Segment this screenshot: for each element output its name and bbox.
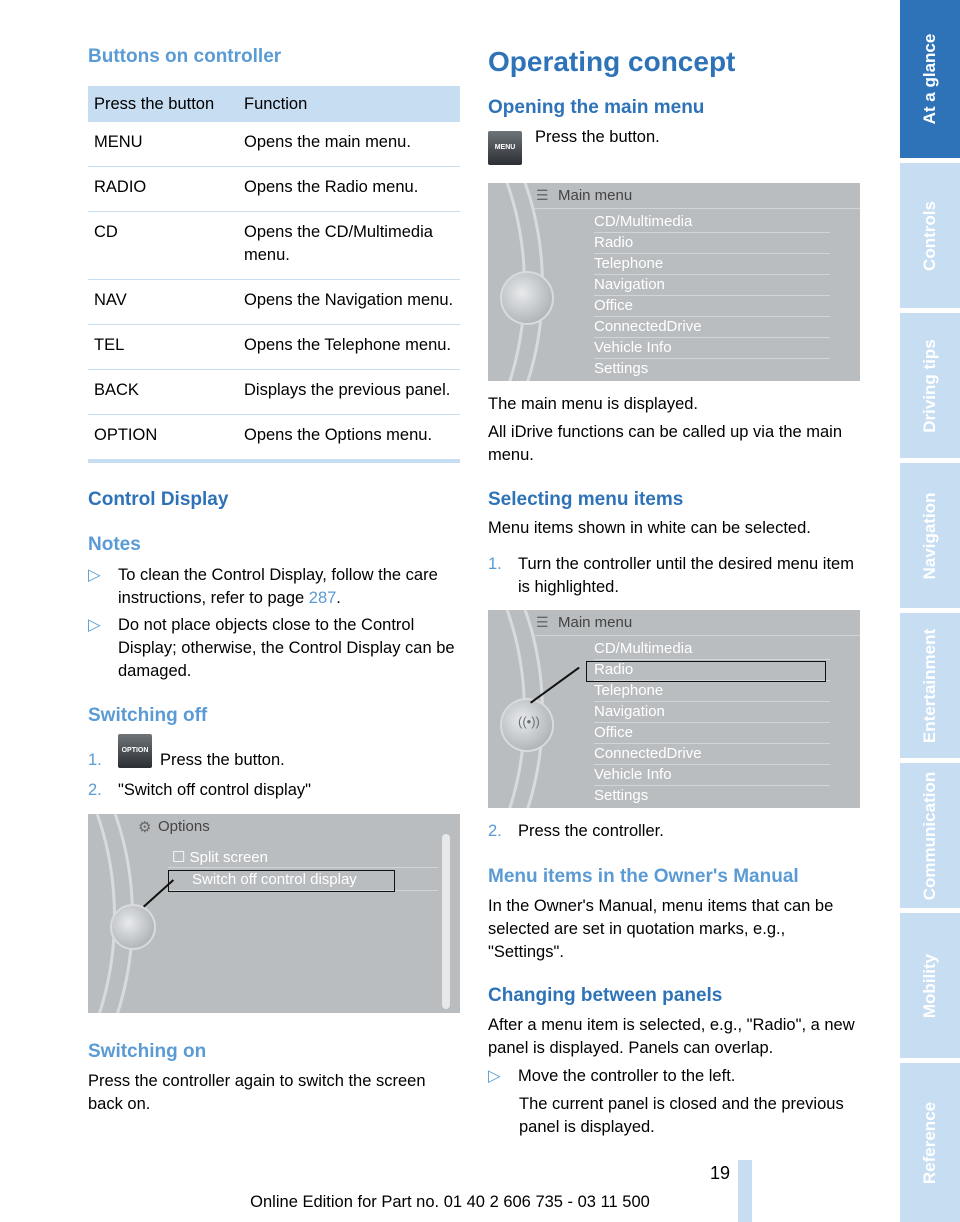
table-cell: CD: [88, 212, 238, 280]
rotate-indicator-icon: ((•)): [518, 714, 540, 729]
menu-item: Vehicle Info: [594, 766, 830, 786]
bullet-subtext: The current panel is closed and the previous panel is displayed.: [519, 1095, 844, 1136]
menu-item: Settings: [594, 787, 649, 804]
menu-button-icon: MENU: [488, 131, 522, 165]
note-item: [88, 614, 462, 683]
tab-controls[interactable]: Controls: [900, 163, 960, 308]
pointer-line: [143, 879, 174, 907]
table-header-button: Press the button: [88, 86, 238, 122]
controller-knob-icon: [110, 904, 156, 950]
note-text: Do not place objects close to the Control Display; otherwise, the Control Display can be damaged.: [118, 616, 455, 680]
switching-on-text: Press the controller again to switch the screen back on.: [88, 1072, 426, 1113]
press-button-text: Press the button.: [535, 128, 660, 146]
table-cell: Opens the Telephone menu.: [238, 325, 460, 370]
table-cell: NAV: [88, 280, 238, 325]
menu-list-icon: ☰: [536, 614, 549, 630]
table-row: [88, 325, 460, 370]
table-cell: Opens the Options menu.: [238, 415, 460, 462]
tab-navigation[interactable]: Navigation: [900, 463, 960, 608]
manual-text: In the Owner's Manual, menu items that can be selected are set in quotation marks, e.g., "Settings".: [488, 897, 834, 961]
table-cell: BACK: [88, 370, 238, 415]
triangle-bullet-icon: ▷: [88, 616, 101, 634]
scroll-indicator: [442, 834, 450, 1009]
manual-heading: Menu items in the Owner's Manual: [488, 866, 799, 887]
triangle-bullet-icon: ▷: [88, 566, 101, 584]
options-screen: [88, 814, 460, 1013]
buttons-table: [88, 86, 460, 463]
table-row: [88, 280, 460, 325]
main-menu-title: Main menu: [558, 614, 633, 631]
table-cell: MENU: [88, 122, 238, 167]
menu-item: Navigation: [594, 276, 830, 296]
menu-item: CD/Multimedia: [594, 640, 830, 660]
step-item: [488, 820, 664, 843]
selecting-heading: Selecting menu items: [488, 489, 684, 510]
menu-item: Navigation: [594, 703, 830, 723]
main-menu-title: Main menu: [558, 187, 633, 204]
table-header-function: Function: [238, 86, 460, 122]
tab-mobility[interactable]: Mobility: [900, 913, 960, 1058]
table-cell: RADIO: [88, 167, 238, 212]
menu-item: Radio: [594, 234, 830, 254]
footer-text: Online Edition for Part no. 01 40 2 606 735 - 03 11 500: [250, 1193, 650, 1211]
main-menu-screen-highlighted: [488, 610, 860, 808]
switching-off-heading: Switching off: [88, 705, 208, 726]
option-item: ☐ Split screen: [168, 848, 438, 868]
selecting-text: Menu items shown in white can be selected.: [488, 519, 811, 537]
menu-item: Radio: [594, 661, 830, 681]
menu-item: CD/Multimedia: [594, 213, 830, 233]
note-item: [88, 564, 462, 610]
step-item: [488, 553, 862, 599]
bullet-text: Move the controller to the left.: [518, 1067, 736, 1085]
tab-reference[interactable]: Reference: [900, 1063, 960, 1222]
menu-item: Office: [594, 724, 830, 744]
table-cell: TEL: [88, 325, 238, 370]
all-functions-text: All iDrive functions can be called up via the main menu.: [488, 423, 843, 464]
page-marker: [738, 1160, 752, 1222]
option-item: Switch off control display: [168, 871, 438, 891]
tab-at-a-glance[interactable]: At a glance: [900, 0, 960, 158]
chapter-tabs: [900, 0, 960, 1222]
table-row: [88, 212, 460, 280]
main-menu-screen: [488, 183, 860, 381]
changing-text: After a menu item is selected, e.g., "Radio", a new panel is displayed. Panels can overlap.: [488, 1016, 855, 1057]
notes-heading: Notes: [88, 534, 141, 555]
highlight-box: [168, 870, 395, 892]
menu-item: Office: [594, 297, 830, 317]
opening-heading: Opening the main menu: [488, 97, 705, 118]
table-cell: Opens the main menu.: [238, 122, 460, 167]
displayed-text: The main menu is displayed.: [488, 395, 699, 413]
table-cell: Opens the Radio menu.: [238, 167, 460, 212]
menu-item: ConnectedDrive: [594, 318, 830, 338]
option-button-icon: OPTION: [118, 734, 152, 768]
page-number: 19: [709, 1163, 730, 1183]
step-text: Turn the controller until the desired menu item is highlighted.: [518, 555, 854, 596]
step-number: 1.: [88, 751, 102, 769]
menu-item: Telephone: [594, 255, 830, 275]
menu-item: Vehicle Info: [594, 339, 830, 359]
step-item: [88, 779, 311, 802]
step-number: 1.: [488, 555, 502, 573]
step-text: Press the button.: [160, 751, 285, 769]
step-text: "Switch off control display": [118, 781, 311, 799]
menu-list-icon: ☰: [536, 187, 549, 203]
table-cell: Displays the previous panel.: [238, 370, 460, 415]
control-display-heading: Control Display: [88, 489, 229, 510]
table-cell: Opens the Navigation menu.: [238, 280, 460, 325]
table-cell: Opens the CD/Multimedia menu.: [238, 212, 460, 280]
tab-communication[interactable]: Communication: [900, 763, 960, 908]
table-row: [88, 167, 460, 212]
controller-knob-icon: [500, 271, 554, 325]
options-title: Options: [158, 818, 210, 835]
menu-item: Telephone: [594, 682, 830, 702]
buttons-heading: Buttons on controller: [88, 46, 282, 67]
step-number: 2.: [488, 822, 502, 840]
table-row: [88, 370, 460, 415]
menu-item: ConnectedDrive: [594, 745, 830, 765]
switching-on-heading: Switching on: [88, 1041, 207, 1062]
table-row: [88, 122, 460, 167]
highlight-box: [586, 661, 826, 682]
menu-item: Settings: [594, 360, 649, 377]
tab-entertainment[interactable]: Entertainment: [900, 613, 960, 758]
step-number: 2.: [88, 781, 102, 799]
triangle-bullet-icon: ▷: [488, 1067, 501, 1085]
tab-driving-tips[interactable]: Driving tips: [900, 313, 960, 458]
changing-heading: Changing between panels: [488, 985, 723, 1006]
options-gear-icon: ⚙: [138, 819, 152, 836]
note-text: To clean the Control Display, follow the care instructions, refer to page 287.: [118, 566, 438, 607]
table-row: [88, 415, 460, 462]
step-text: Press the controller.: [518, 822, 664, 840]
table-cell: OPTION: [88, 415, 238, 462]
page-link[interactable]: 287: [308, 589, 337, 607]
bullet-item: [488, 1065, 862, 1088]
operating-heading: Operating concept: [488, 46, 736, 77]
